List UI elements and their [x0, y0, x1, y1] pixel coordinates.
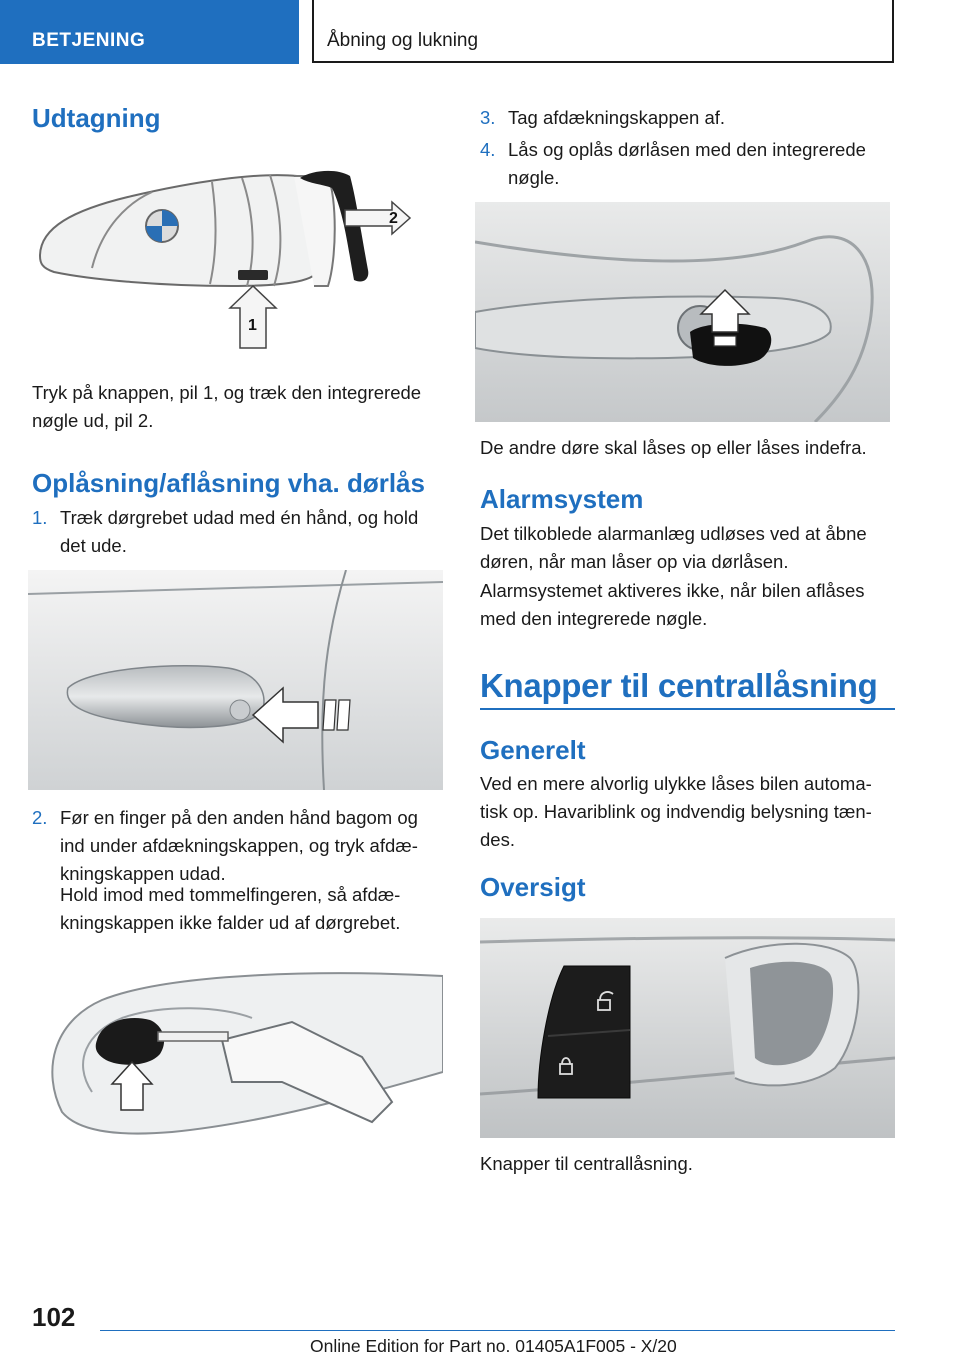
arrow-label-2: 2: [389, 210, 398, 227]
chapter-title: Åbning og lukning: [327, 30, 479, 51]
chapter-box: [312, 0, 894, 63]
central-lock-buttons-photo: [480, 918, 895, 1138]
heading-alarmsystem: Alarmsystem: [480, 484, 644, 514]
page-number: 102: [32, 1302, 76, 1332]
paragraph-tryk: Tryk på knappen, pil 1, og træk den integrerede nøgle ud, pil 2.: [32, 382, 422, 431]
heading-rule: [480, 708, 895, 710]
cap-removal-illustration: [32, 962, 443, 1144]
paragraph-alarm-1: Det tilkoblede alarmanlæg udløses ved at åbne døren, når man låser op via dørlåsen.: [480, 523, 867, 572]
note-text: Hold imod med tommelfingeren, så afdæ-kningskappen ikke falder ud af dørgrebet.: [60, 884, 401, 933]
heading-knapper: Knapper til centrallåsning: [480, 667, 878, 704]
step-text: Lås og oplås dørlåsen med den integrerede nøgle.: [508, 139, 866, 188]
heading-udtagning: Udtagning: [32, 103, 161, 133]
step-number: 2.: [32, 807, 48, 828]
step-number: 1.: [32, 507, 48, 528]
heading-oversigt: Oversigt: [480, 872, 586, 902]
lock-key-photo: [475, 202, 890, 422]
door-handle-photo: [28, 570, 443, 790]
step-number: 3.: [480, 107, 496, 128]
paragraph-andre-doere: De andre døre skal låses op eller låses indefra.: [480, 437, 867, 458]
paragraph-generelt: Ved en mere alvorlig ulykke låses bilen automa-tisk op. Havariblink og indvendig belysning tæn-des.: [480, 773, 872, 850]
step-text: Træk dørgrebet udad med én hånd, og hold det ude.: [60, 507, 419, 556]
key-removal-illustration: [32, 158, 447, 356]
figure-caption: Knapper til centrallåsning.: [480, 1153, 693, 1174]
footer-edition: Online Edition for Part no. 01405A1F005 - X/20: [310, 1336, 677, 1356]
footer-rule: [100, 1330, 895, 1331]
section-tab: [0, 0, 299, 64]
section-title: BETJENING: [32, 30, 146, 51]
heading-generelt: Generelt: [480, 735, 586, 765]
step-text: Tag afdækningskappen af.: [508, 107, 726, 128]
step-number: 4.: [480, 139, 496, 160]
heading-oplaasning: Oplåsning/aflåsning vha. dørlås: [32, 468, 425, 498]
paragraph-alarm-2: Alarmsystemet aktiveres ikke, når bilen aflåses med den integrerede nøgle.: [480, 580, 865, 629]
step-text: Før en finger på den anden hånd bagom og ind under afdækningskappen, og tryk afdæ-kningskappen udad.: [60, 807, 418, 884]
arrow-label-1: 1: [248, 317, 257, 334]
